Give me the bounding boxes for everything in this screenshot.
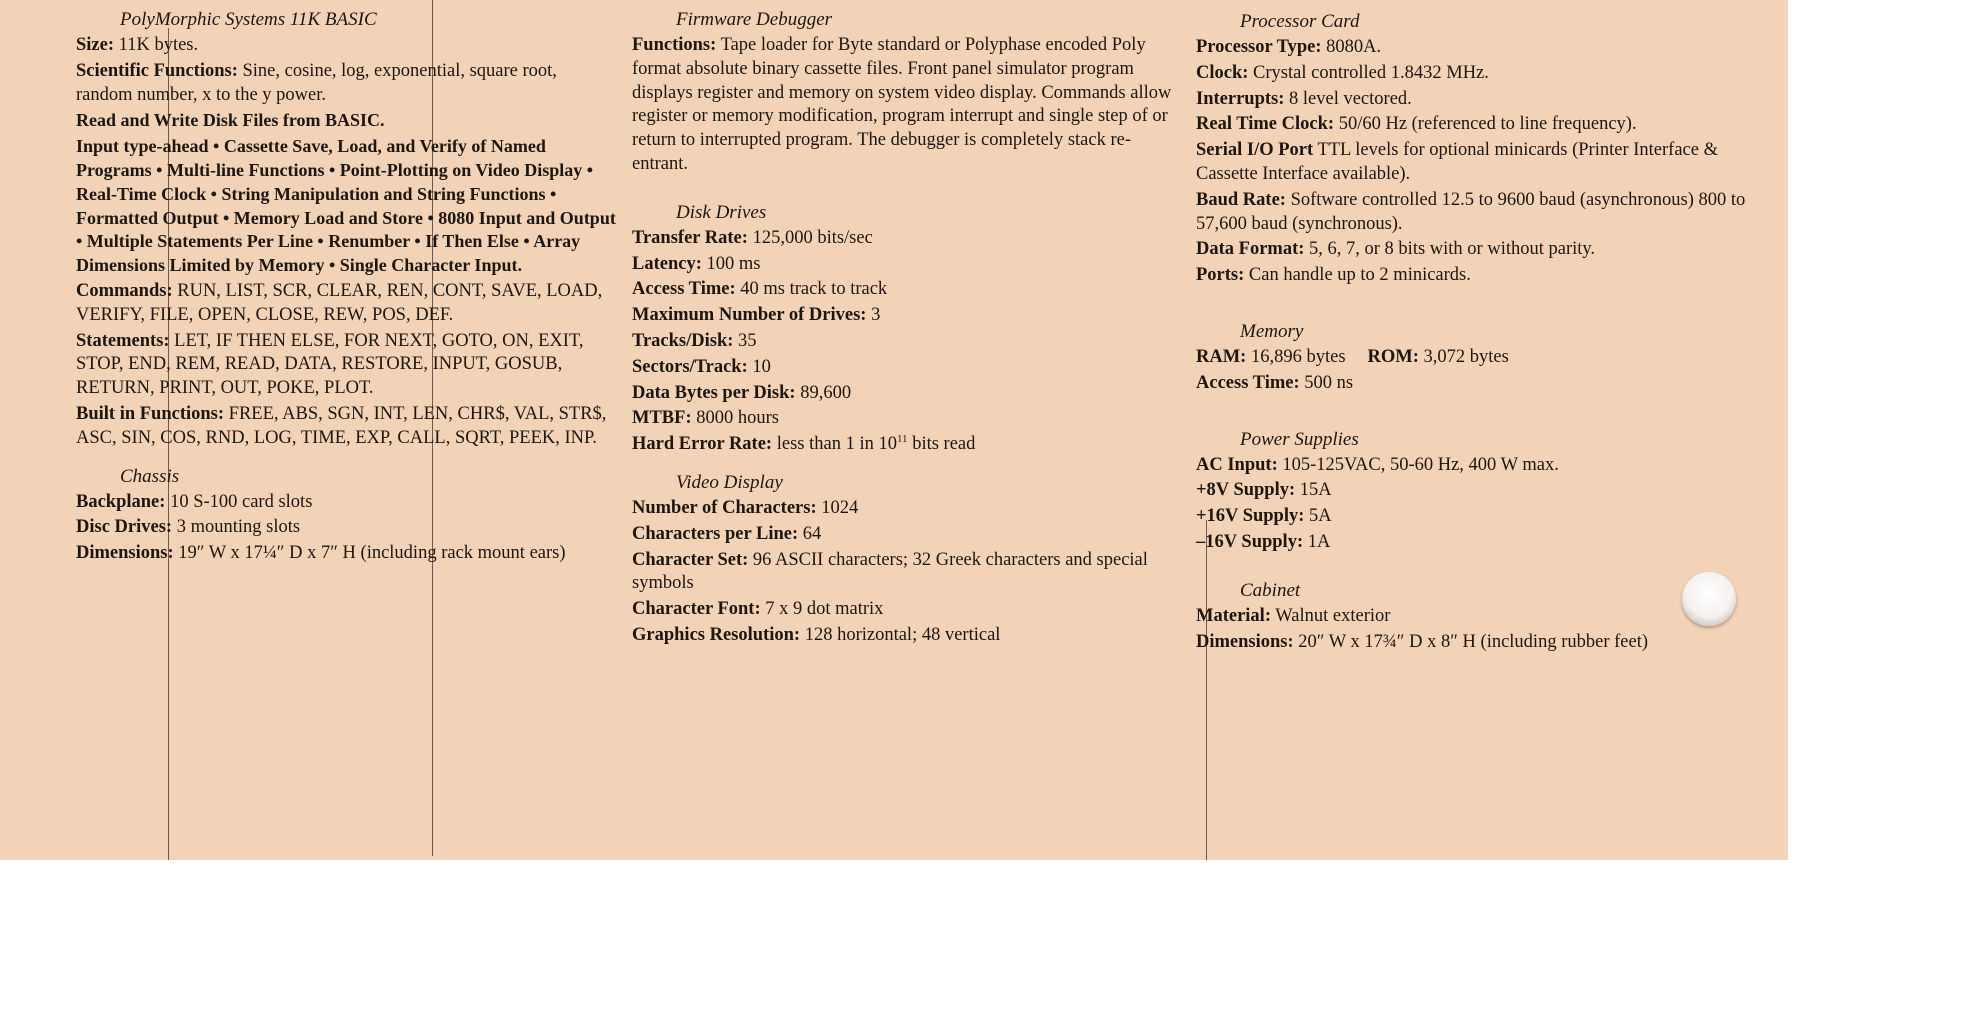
spec-ports: Ports: Can handle up to 2 minicards. — [1196, 265, 1471, 286]
spec-minus16v: –16V Supply: 1A — [1196, 531, 1331, 552]
spec-statements: Statements: LET, IF THEN ELSE, FOR NEXT, GOTO, ON, EXIT, STOP, END, REM, READ, DATA, RESTORE, INPUT, GOSUB, RETURN, PRINT, OUT, POKE, PLOT. — [76, 330, 584, 399]
spec-read-write-disk: Read and Write Disk Files from BASIC. — [76, 110, 385, 131]
spec-data-format: Data Format: 5, 6, 7, or 8 bits with or without parity. — [1196, 239, 1596, 260]
section-title-video: Video Display — [676, 471, 783, 493]
spec-cabinet-dimensions: Dimensions: 20″ W x 17¾″ D x 8″ H (including rubber feet) — [1196, 631, 1648, 652]
spec-disc-drives: Disc Drives: 3 mounting slots — [76, 517, 301, 538]
spec-tracks: Tracks/Disk: 35 — [632, 330, 757, 351]
section-title-processor: Processor Card — [1240, 11, 1360, 32]
spec-real-time-clock: Real Time Clock: 50/60 Hz (referenced to line frequency). — [1196, 114, 1637, 135]
section-title-chassis: Chassis — [120, 465, 180, 487]
spec-sectors: Sectors/Track: 10 — [632, 356, 771, 377]
spec-mtbf: MTBF: 8000 hours — [632, 408, 779, 429]
spec-character-set: Character Set: 96 ASCII characters; 32 Greek characters and special symbols — [632, 549, 1148, 594]
spec-feature-list: Input type-ahead • Cassette Save, Load, and Verify of Named Programs • Multi-line Functions • Point-Plotting on Video Display • Real-Time Clock • String Manipulation and String Functions • Formatted Output • Memory Load and Store • 8080 Input and Output • Multiple Statements Per Line • Renumber • If Then Else • Array Dimensions Limited by Memory • Single Character Input. — [76, 136, 616, 276]
spec-number-of-characters: Number of Characters: 1024 — [632, 497, 859, 518]
spec-hard-error-rate: Hard Error Rate: less than 1 in $10^{11}$ bits read — [632, 433, 976, 455]
spec-transfer-rate: Transfer Rate: 125,000 bits/sec — [632, 227, 873, 248]
spec-ac-input: AC Input: 105-125VAC, 50-60 Hz, 400 W max. — [1196, 454, 1559, 475]
spec-plus8v: +8V Supply: 15A — [1196, 480, 1332, 501]
spec-commands: Commands: RUN, LIST, SCR, CLEAR, REN, CONT, SAVE, LOAD, VERIFY, FILE, OPEN, CLOSE, REW, POS, DEF. — [76, 280, 603, 325]
spec-ram-rom: RAM: 16,896 bytes ROM: 3,072 bytes — [1196, 346, 1509, 367]
spec-latency: Latency: 100 ms — [632, 253, 761, 274]
spec-plus16v: +16V Supply: 5A — [1196, 506, 1332, 527]
spec-disk-access-time: Access Time: 40 ms track to track — [632, 279, 888, 300]
section-title-memory: Memory — [1240, 320, 1304, 342]
spec-processor-type: Processor Type: 8080A. — [1196, 37, 1382, 57]
spec-graphics-resolution: Graphics Resolution: 128 horizontal; 48 vertical — [632, 624, 1001, 645]
spec-clock: Clock: Crystal controlled 1.8432 MHz. — [1196, 62, 1489, 83]
section-title-power: Power Supplies — [1240, 428, 1359, 450]
spec-scientific-functions: Scientific Functions: Sine, cosine, log, exponential, square root, random number, x to the y power. — [76, 60, 557, 105]
spec-max-drives: Maximum Number of Drives: 3 — [632, 305, 881, 326]
section-title-cabinet: Cabinet — [1240, 579, 1301, 601]
spec-baud-rate: Baud Rate: Software controlled 12.5 to 9600 baud (asynchronous) 800 to 57,600 baud (synchronous). — [1196, 189, 1746, 234]
spec-material: Material: Walnut exterior — [1196, 605, 1391, 626]
spec-builtin-functions: Built in Functions: FREE, ABS, SGN, INT, LEN, CHR$, VAL, STR$, ASC, SIN, COS, RND, LOG, TIME, EXP, CALL, SQRT, PEEK, INP. — [76, 403, 607, 448]
column-firmware — [632, 8, 1172, 650]
spec-interrupts: Interrupts: 8 level vectored. — [1196, 88, 1412, 109]
spec-characters-per-line: Characters per Line: 64 — [632, 523, 822, 544]
column-basic — [76, 8, 616, 568]
spec-data-bytes: Data Bytes per Disk: 89,600 — [632, 382, 852, 403]
spec-memory-access-time: Access Time: 500 ns — [1196, 372, 1354, 393]
section-title-disk: Disk Drives — [676, 201, 767, 223]
spec-firmware-functions: Functions: Tape loader for Byte standard or Polyphase encoded Poly format absolute binary cassette files. Front panel simulator program displays register and memory on system video display. Commands allow register or memory modification, program interrupt and single step of or return to interrupted program. The debugger is completely stack re-entrant. — [632, 35, 1172, 174]
section-title-firmware: Firmware Debugger — [676, 9, 833, 30]
spec-backplane: Backplane: 10 S-100 card slots — [76, 491, 313, 512]
column-processor — [1196, 10, 1756, 656]
spec-serial-io: Serial I/O Port TTL levels for optional minicards (Printer Interface & Cassette Interface available). — [1196, 140, 1718, 184]
spec-chassis-dimensions: Dimensions: 19″ W x 17¼″ D x 7″ H (including rack mount ears) — [76, 543, 566, 564]
spec-character-font: Character Font: 7 x 9 dot matrix — [632, 599, 884, 620]
section-title-basic: PolyMorphic Systems 11K BASIC — [120, 9, 377, 30]
spec-size: Size: 11K bytes. — [76, 35, 199, 55]
